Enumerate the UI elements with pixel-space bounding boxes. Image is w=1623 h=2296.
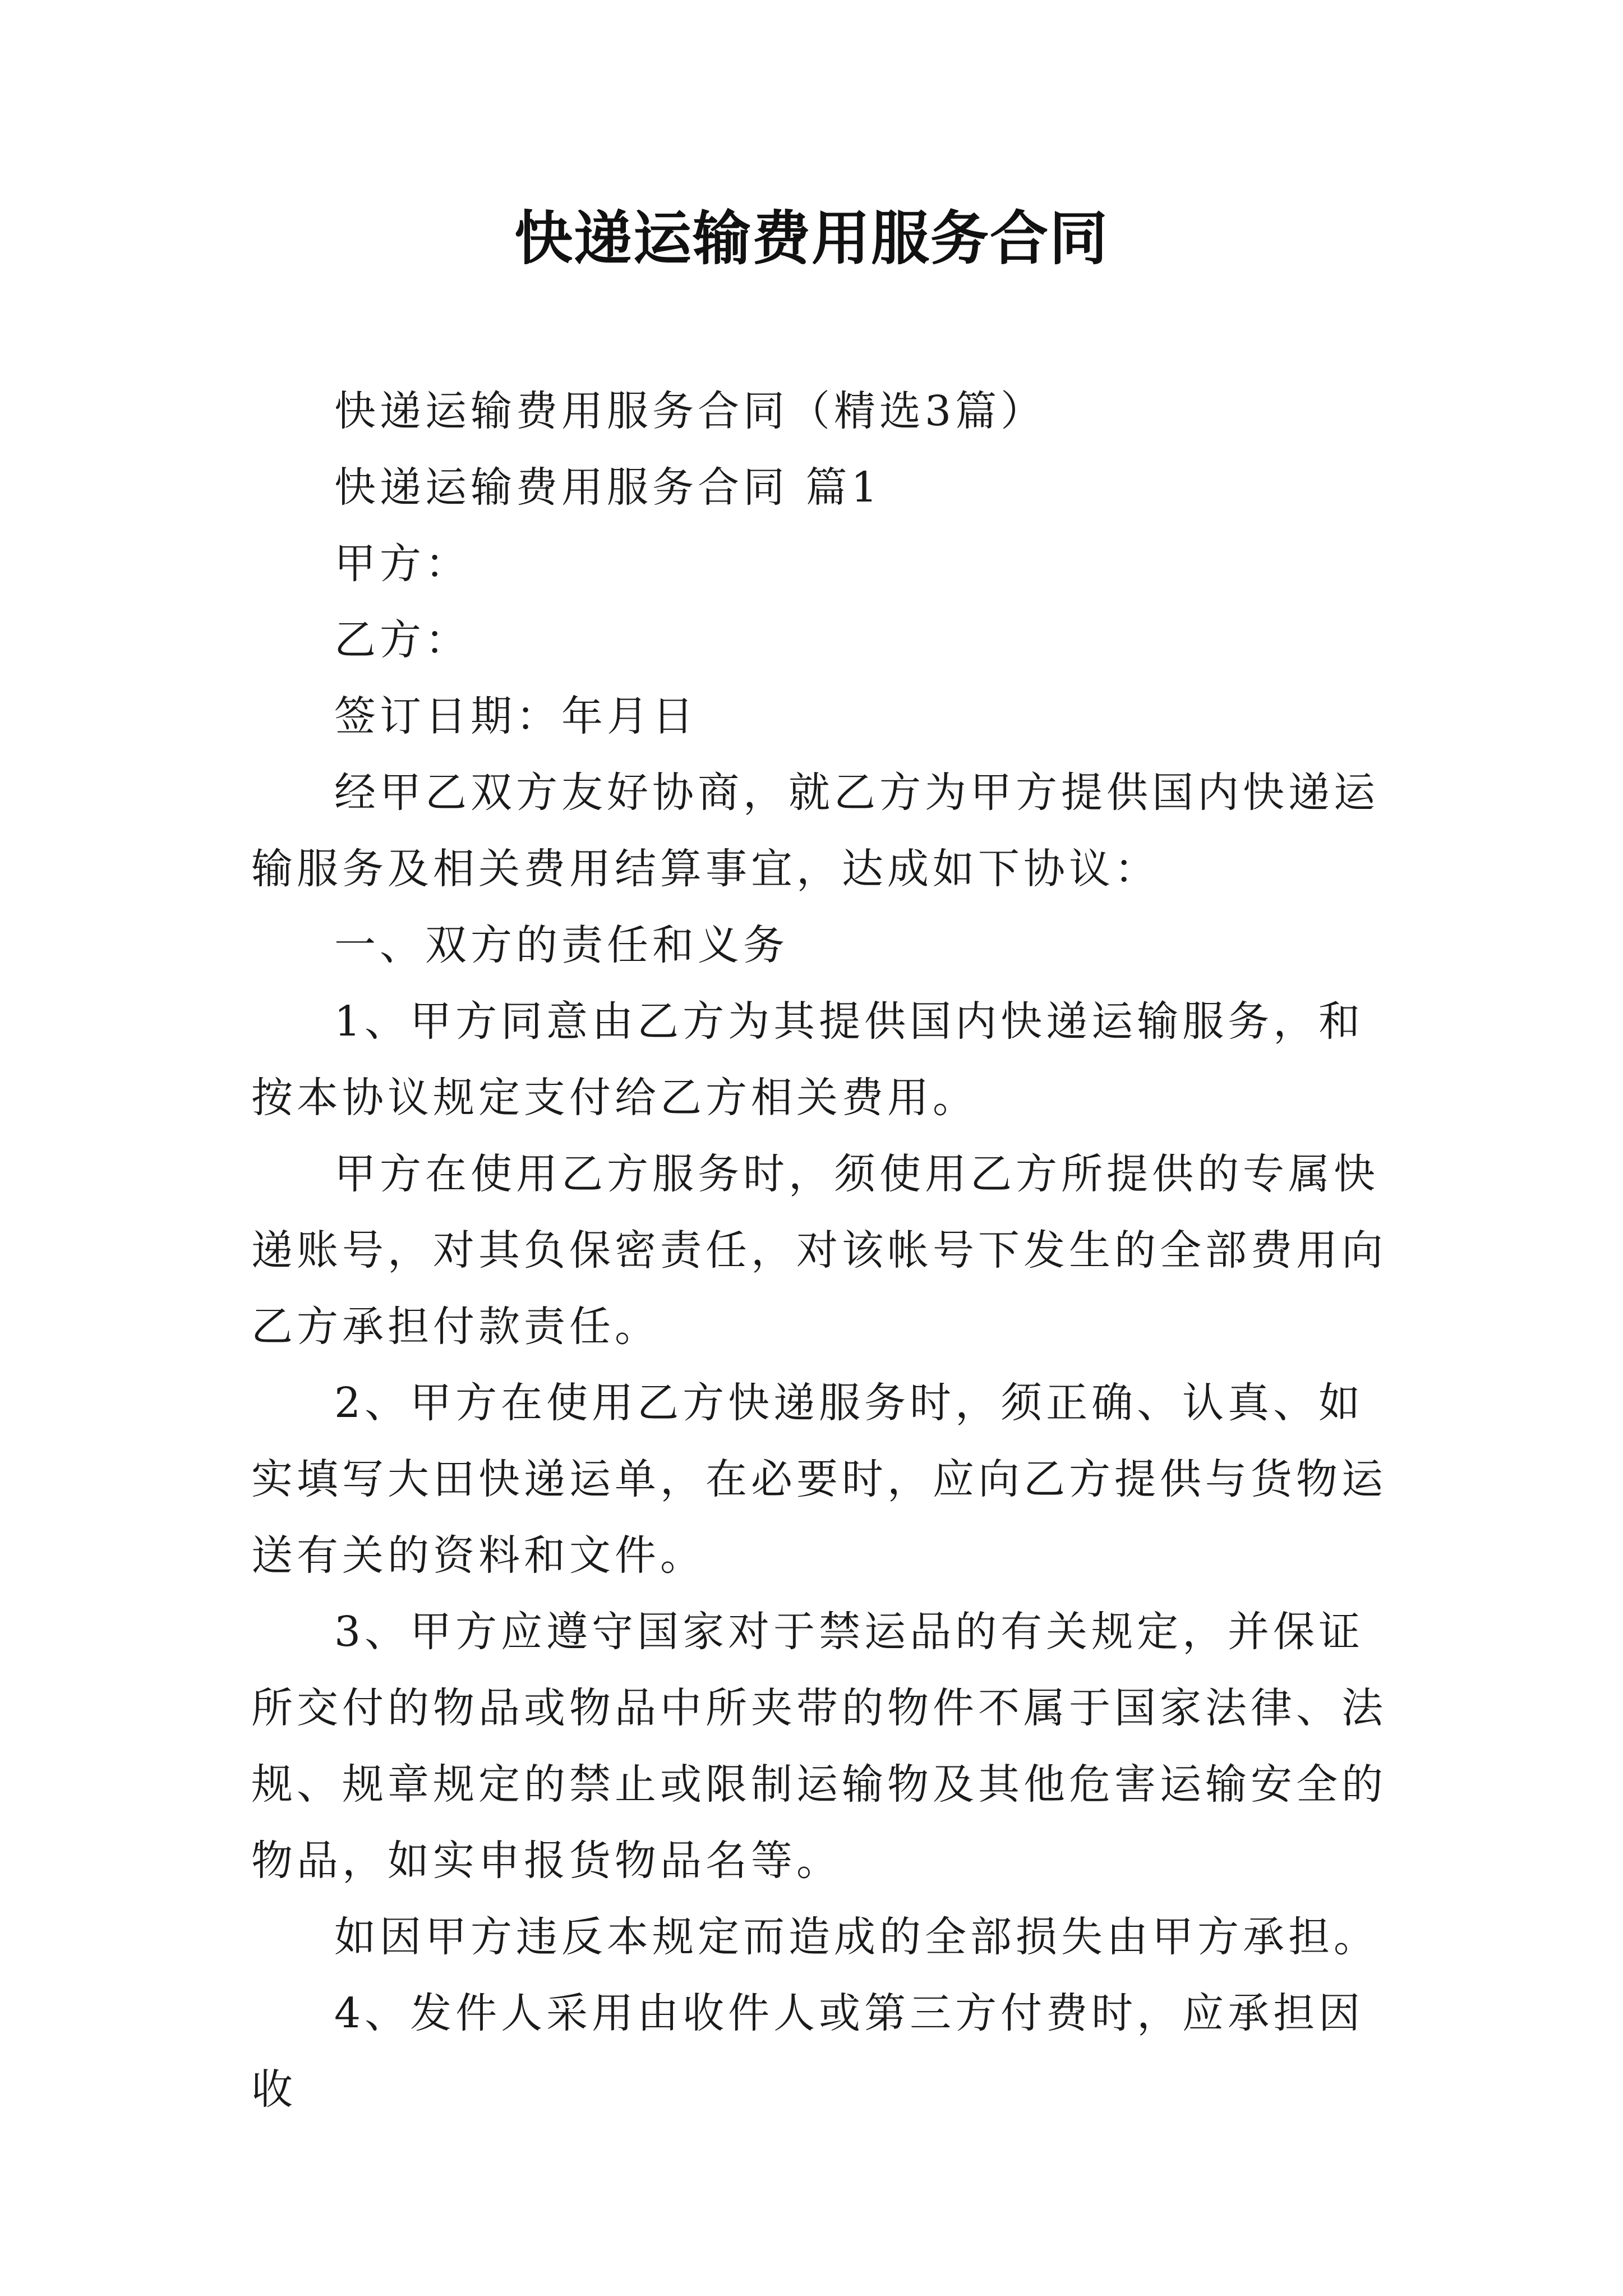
paragraph-clause-heading: 一、双方的责任和义务 [334,921,789,969]
paragraph-signing-date: 签订日期：年月日 [334,692,698,740]
paragraph-clause-3-liability: 如因甲方违反本规定而造成的全部损失由甲方承担。 [334,1913,1379,1961]
paragraph-clause-1: 1、甲方同意由乙方为其提供国内快递运输服务，和按本协议规定支付给乙方相关费用。 [251,997,1364,1122]
document-body [251,373,1407,2128]
paragraph-preamble: 经甲乙双方友好协商，就乙方为甲方提供国内快递运输服务及相关费用结算事宜，达成如下协议： [251,769,1379,893]
paragraph-clause-4: 4、发件人采用由收件人或第三方付费时，应承担因收 [251,1989,1364,2114]
paragraph-clause-1-detail: 甲方在使用乙方服务时，须使用乙方所提供的专属快递账号，对其负保密责任，对该帐号下发生的全部费用向乙方承担付款责任。 [251,1150,1387,1351]
document-title: 快递运输费用服务合同 [514,204,1109,273]
paragraph-clause-2: 2、甲方在使用乙方快递服务时，须正确、认真、如实填写大田快递运单，在必要时，应向乙方提供与货物运送有关的资料和文件。 [251,1379,1387,1580]
paragraph-party-a: 甲方： [334,540,471,588]
paragraph-party-b: 乙方： [334,616,471,664]
paragraph-section-heading: 快递运输费用服务合同 篇1 [334,463,882,512]
paragraph-clause-3: 3、甲方应遵守国家对于禁运品的有关规定，并保证所交付的物品或物品中所夹带的物件不属于国家法律、法规、规章规定的禁止或限制运输物及其他危害运输安全的物品，如实申报货物品名等。 [251,1608,1387,1885]
paragraph-subtitle: 快递运输费用服务合同（精选3篇） [334,387,1046,435]
